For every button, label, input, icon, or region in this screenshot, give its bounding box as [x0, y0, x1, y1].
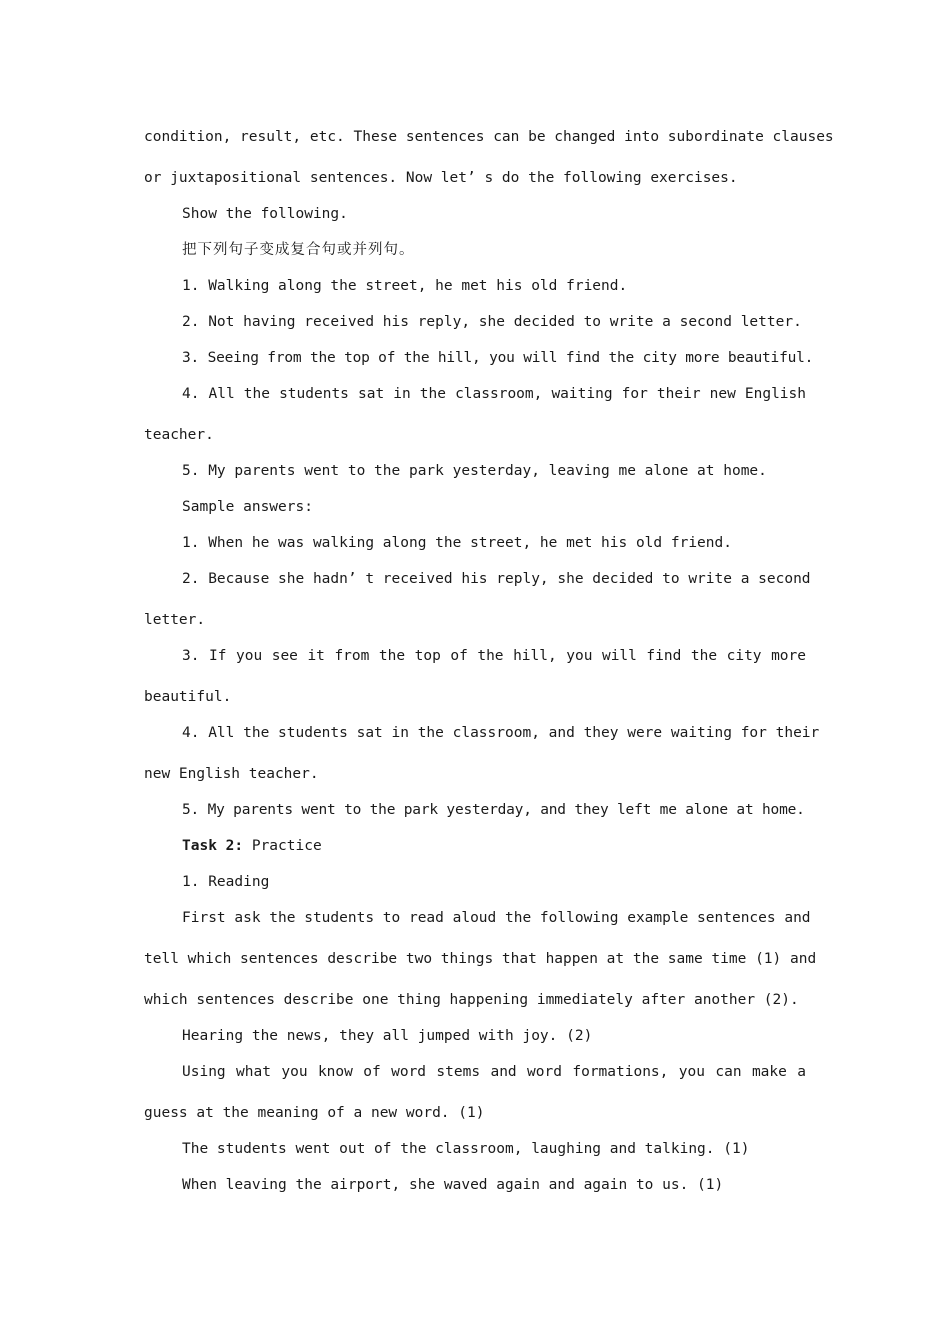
- answer-item: 3. If you see it from the top of the hill, you will find the city more: [182, 648, 806, 664]
- section-label: Sample answers:: [182, 499, 313, 515]
- paragraph-line: which sentences describe one thing happening immediately after another (2).: [144, 992, 799, 1008]
- example-sentence: When leaving the airport, she waved again and again to us. (1): [182, 1177, 724, 1193]
- answer-item: 2. Because she hadn’ t received his reply, she decided to write a second: [182, 571, 811, 587]
- example-sentence: The students went out of the classroom, laughing and talking. (1): [182, 1141, 750, 1157]
- subsection-label: 1. Reading: [182, 874, 270, 890]
- answer-item: 4. All the students sat in the classroom, and they were waiting for their: [182, 725, 820, 741]
- exercise-item: 5. My parents went to the park yesterday, leaving me alone at home.: [182, 463, 767, 479]
- paragraph-line: or juxtapositional sentences. Now let’ s do the following exercises.: [144, 170, 738, 186]
- exercise-item: 3. Seeing from the top of the hill, you will find the city more beautiful.: [182, 350, 814, 366]
- example-sentence: Hearing the news, they all jumped with joy. (2): [182, 1028, 593, 1044]
- paragraph-line: new English teacher.: [144, 766, 319, 782]
- answer-item: 1. When he was walking along the street, he met his old friend.: [182, 535, 732, 551]
- task-heading: [182, 836, 806, 856]
- paragraph-line: condition, result, etc. These sentences can be changed into subordinate clauses: [144, 129, 834, 145]
- chinese-instruction: 把下列句子变成复合句或并列句。: [182, 242, 415, 258]
- task-label: Task 2:: [182, 838, 244, 854]
- exercise-item: 2. Not having received his reply, she decided to write a second letter.: [182, 314, 802, 330]
- paragraph-line: tell which sentences describe two things that happen at the same time (1) and: [144, 951, 817, 967]
- paragraph-line: teacher.: [144, 427, 214, 443]
- example-sentence: Using what you know of word stems and word formations, you can make a: [182, 1064, 806, 1080]
- paragraph-line: beautiful.: [144, 689, 232, 705]
- answer-item: 5. My parents went to the park yesterday, and they left me alone at home.: [182, 802, 805, 818]
- paragraph-line: Show the following.: [182, 206, 348, 222]
- task-title: Practice: [251, 838, 322, 854]
- paragraph-line: First ask the students to read aloud the following example sentences and: [182, 910, 811, 926]
- paragraph-line: guess at the meaning of a new word. (1): [144, 1105, 485, 1121]
- paragraph-line: letter.: [144, 612, 206, 628]
- exercise-item: 1. Walking along the street, he met his old friend.: [182, 278, 628, 294]
- exercise-item: 4. All the students sat in the classroom, waiting for their new English: [182, 386, 806, 402]
